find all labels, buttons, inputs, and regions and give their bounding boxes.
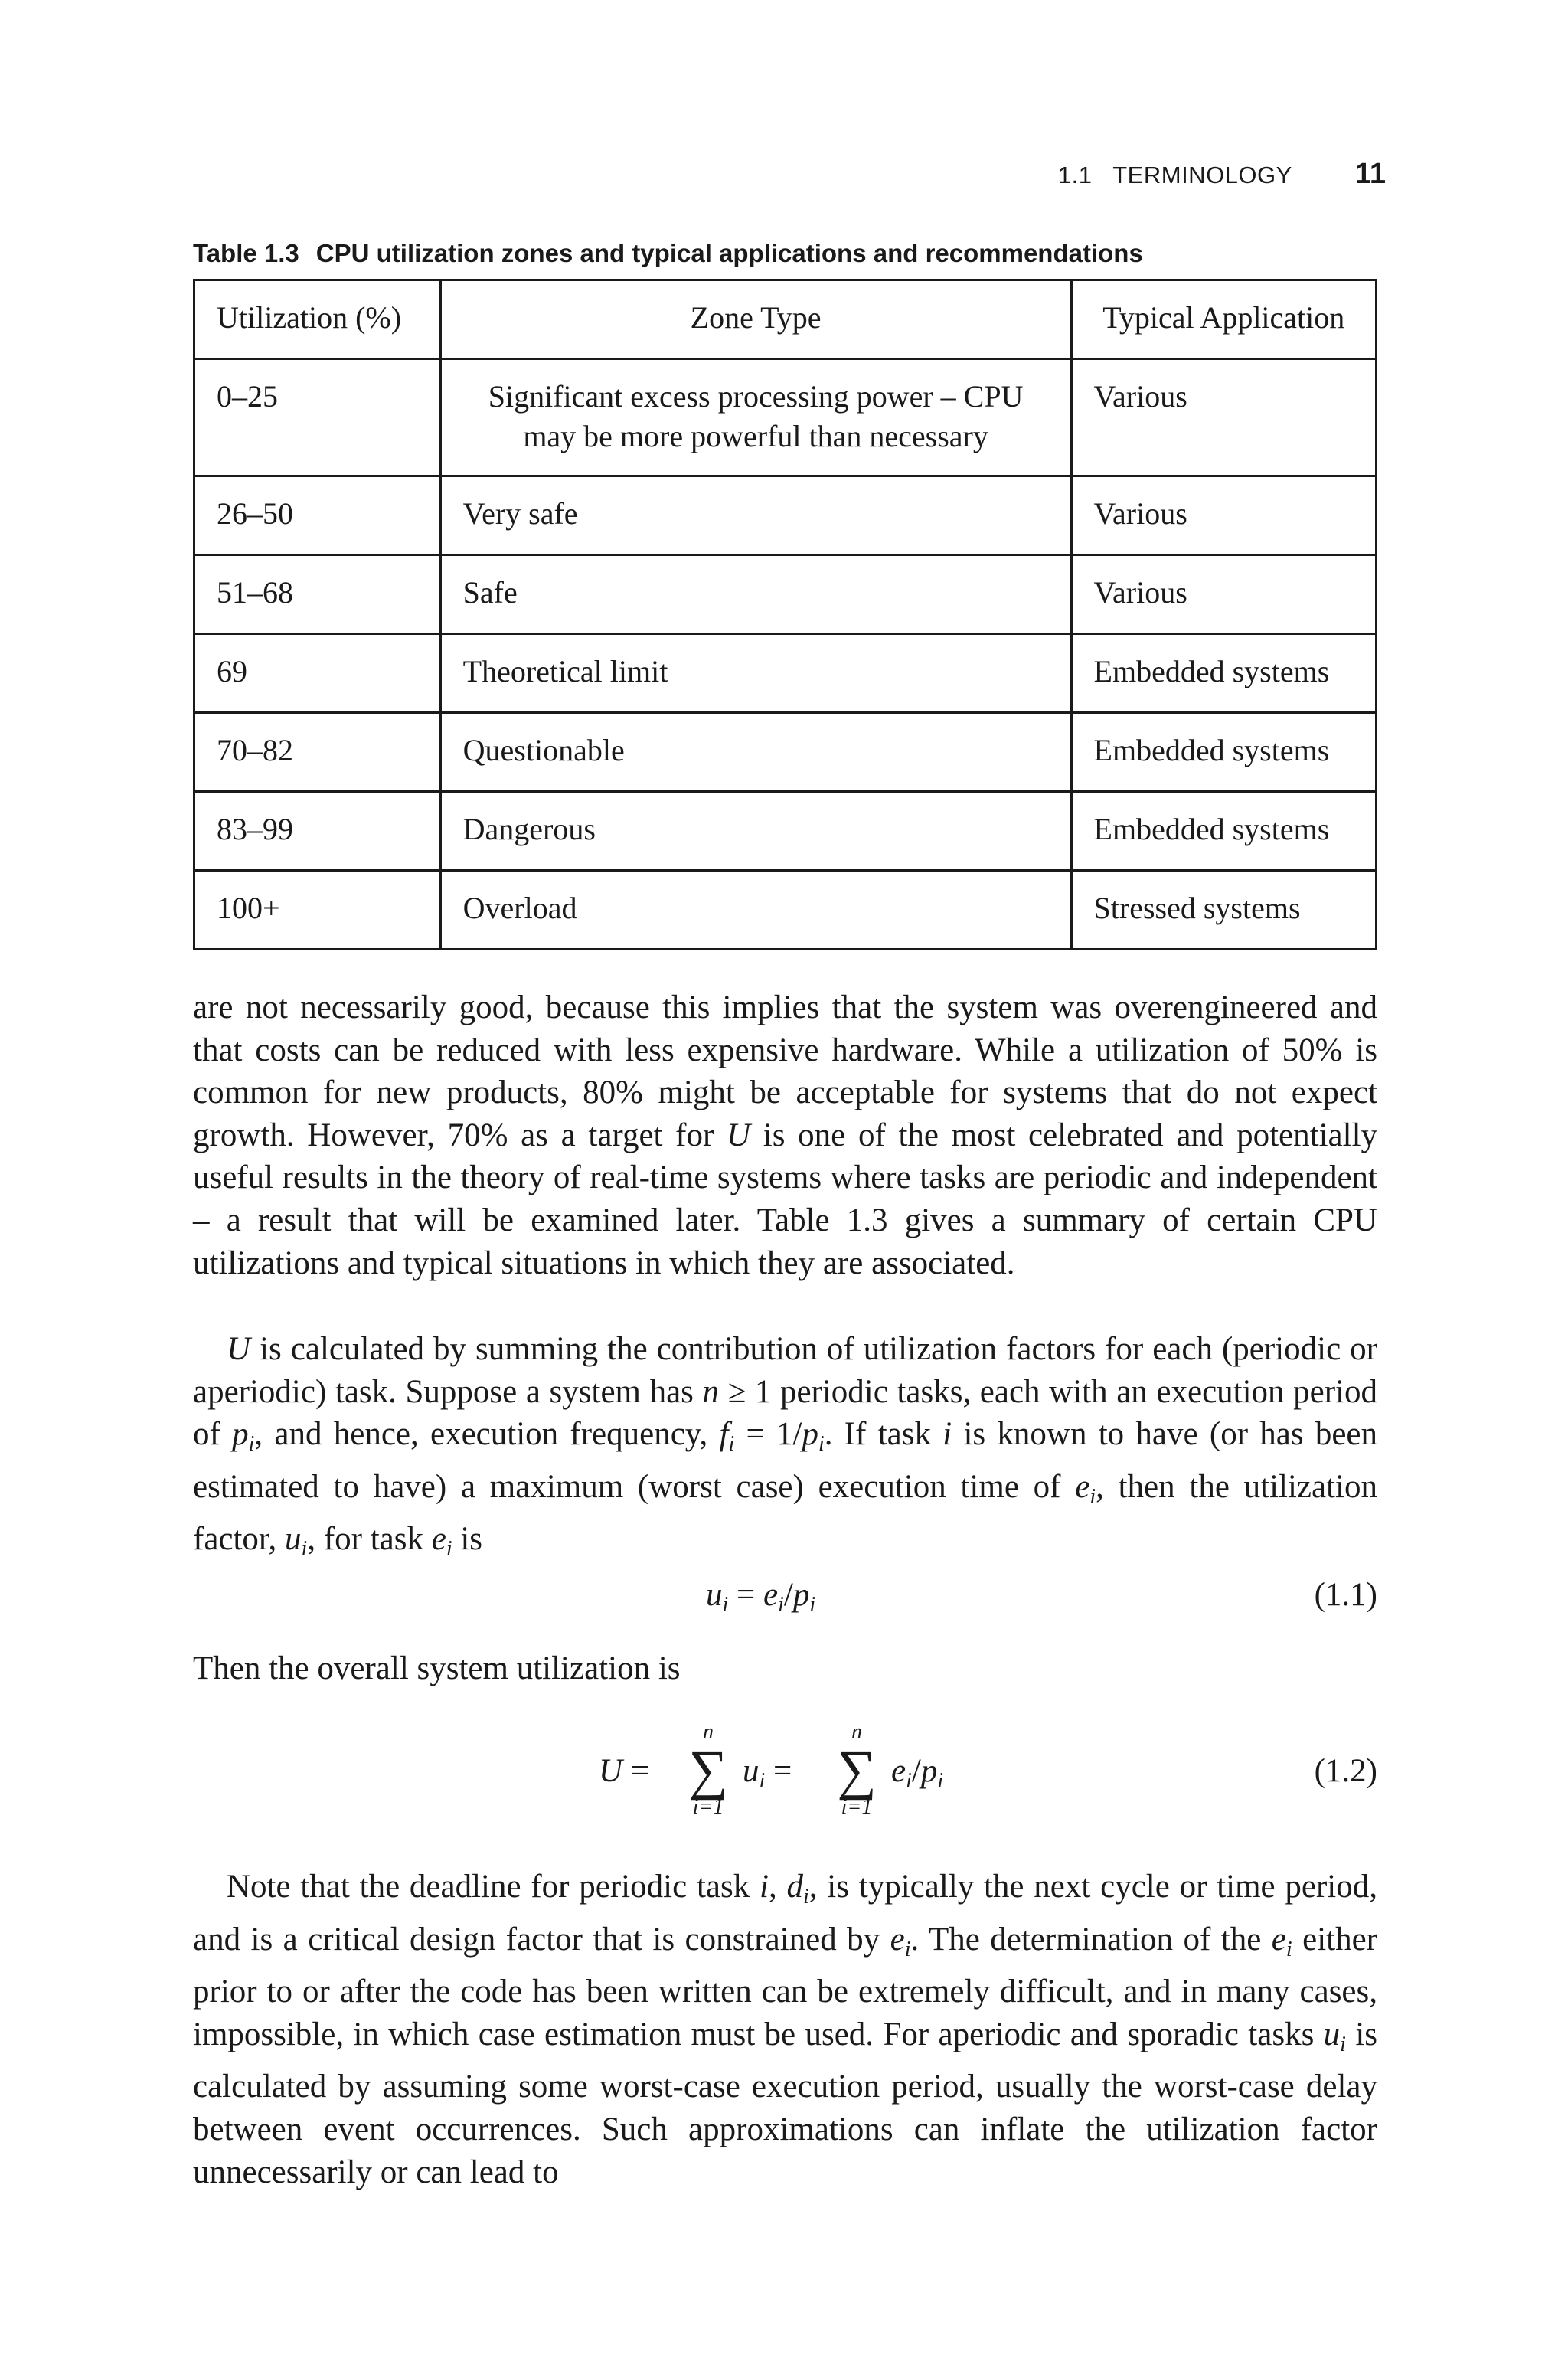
paragraph-2-text-h: , for task — [307, 1521, 423, 1558]
running-header — [1058, 158, 1386, 191]
table-row — [194, 792, 1377, 871]
paragraph-2-text-i: is — [460, 1521, 483, 1558]
var-i: i — [760, 1869, 769, 1905]
page-number: 11 — [1354, 158, 1386, 190]
var-e-i: $e_i$ — [431, 1521, 452, 1562]
table-row — [194, 555, 1377, 634]
var-e-i: $e_i$ — [890, 1921, 911, 1961]
paragraph-utilization-calculation — [193, 1328, 1377, 1571]
paragraph-3-text-a: Note that the deadline for periodic task — [227, 1869, 750, 1905]
paragraph-3-text-d: either prior to or after the code has been written can be extremely difficult, and in many cases, impossible, in which case estimation must be used. For aperiodic and sporadic tasks — [193, 1921, 1377, 2052]
var-n: n — [702, 1373, 720, 1410]
cell-utilization: 69 — [194, 634, 441, 713]
cell-zone-type: Questionable — [440, 713, 1071, 792]
var-U: U — [227, 1331, 251, 1367]
cell-application: Embedded systems — [1071, 713, 1376, 792]
cell-utilization: 70–82 — [194, 713, 441, 792]
var-U: U — [727, 1117, 751, 1153]
var-e-i: $e_i$ — [1075, 1468, 1096, 1509]
cell-zone-type: Safe — [440, 555, 1071, 634]
paragraph-2-text-c: , and hence, execution frequency, — [254, 1416, 708, 1453]
paragraph-2-text-f: is known to have (or has been estimated to have) a maximum (worst case) execution time of — [193, 1416, 1378, 1505]
cell-application: Embedded systems — [1071, 792, 1376, 871]
paragraph-3-text-b: , is typically the next cycle or time period, and is a critical design factor that is constrained by — [193, 1869, 1377, 1958]
cell-application: Various — [1071, 359, 1376, 476]
cell-utilization: 0–25 — [194, 359, 441, 476]
equation-number: (1.1) — [1314, 1577, 1377, 1613]
paragraph-3-text-e: is calculated by assuming some worst-case execution period, usually the worst-case delay between event occurrences. Such approximations can inflate the utilization factor unnecessarily or can lead to — [193, 2016, 1377, 2190]
cell-zone-type: Dangerous — [440, 792, 1071, 871]
cell-application: Embedded systems — [1071, 634, 1376, 713]
cell-zone-type: Very safe — [440, 476, 1071, 555]
cell-utilization: 51–68 — [194, 555, 441, 634]
var-d-i: $d_i$ — [786, 1869, 809, 1908]
paragraph-2-text-a: is calculated by summing the contribution of utilization factors for each (periodic or aperiodic) task. Suppose a system has — [193, 1331, 1378, 1410]
table-row — [194, 634, 1377, 713]
paragraph-2-text-b: ≥ 1 periodic tasks, each with an execution period of — [193, 1373, 1378, 1453]
cell-utilization: 26–50 — [194, 476, 441, 555]
cell-zone-type — [440, 359, 1071, 476]
column-header-utilization: Utilization (%) — [194, 280, 441, 359]
equation-1-2-mid: $u_i$ = — [743, 1753, 792, 1793]
column-header-typical-application: Typical Application — [1071, 280, 1376, 359]
paragraph-utilization-targets — [193, 986, 1377, 1284]
equation-intro-text: Then the overall system utilization is — [193, 1650, 681, 1686]
equation-1-1-expression: $u_i = e_i/p_i$ — [706, 1577, 816, 1617]
table-header-row — [194, 280, 1377, 359]
summation-symbol: n ∑ i=1 — [837, 1720, 877, 1819]
table-row — [194, 359, 1377, 476]
var-p-i: $p_i$ — [232, 1416, 255, 1457]
cell-application: Various — [1071, 476, 1376, 555]
paragraph-deadlines: Note that the deadline for periodic task i, $d_i$, is typically the next cycle or time period, and is a critical design factor that is constrained by $e_i$. The determination of the $e_i$ either prior to or after the code has been written can be extremely difficult, and in many cases, impossible, in which case estimation must be used. For aperiodic and sporadic tasks $u_i$ is calculated by assuming some worst-case execution period, usually the worst-case delay between event occurrences. Such approximations can inflate the utilization factor unnecessarily or can lead to — [193, 1869, 1377, 2190]
var-p-i: $p_i$ — [802, 1416, 825, 1457]
summation-symbol: n ∑ i=1 — [688, 1720, 728, 1819]
var-i: i — [942, 1416, 952, 1453]
paragraph-2-text-g: , then the utilization factor, — [193, 1468, 1377, 1558]
section-title: 1.1 TERMINOLOGY — [1057, 162, 1292, 188]
utilization-zones-table — [193, 279, 1377, 950]
paragraph-1-end: is one of the most celebrated and potentially useful results in the theory of real-time systems where tasks are periodic and independent – a result that will be examined later. Table 1.3 gives a summary of certain CPU utilizations and typical situations in which they are associated. — [193, 1117, 1378, 1281]
cell-application: Stressed systems — [1071, 871, 1376, 950]
cell-utilization: 83–99 — [194, 792, 441, 871]
table-row — [194, 476, 1377, 555]
paragraph-1-text: are not necessarily good, because this implies that the system was overengineered and that costs can be reduced with less expensive hardware. While a utilization of 50% is common for new products, 80% might be acceptable for systems that do not expect growth. However, 70% as a target for — [193, 989, 1377, 1153]
equation-1-2-lhs: U = — [599, 1753, 650, 1789]
table-row — [194, 713, 1377, 792]
paragraph-2-text-d: = 1/ — [746, 1416, 802, 1453]
paragraph-2-text-e: . If task — [824, 1416, 931, 1453]
cell-zone-type: Theoretical limit — [440, 634, 1071, 713]
column-header-zone-type: Zone Type — [440, 280, 1071, 359]
paragraph-3-text-c: . The determination of the — [910, 1921, 1262, 1958]
var-u-i: $u_i$ — [1323, 2016, 1346, 2056]
equation-1-2-rhs: $e_i/p_i$ — [891, 1753, 944, 1793]
var-u-i: $u_i$ — [285, 1521, 308, 1562]
table-caption-text: CPU utilization zones and typical applications and recommendations — [315, 239, 1143, 267]
cell-zone-line-2: may be more powerful than necessary — [523, 419, 988, 453]
equation-number: (1.2) — [1314, 1753, 1377, 1789]
table-caption — [193, 239, 1387, 268]
var-f-i: $f_i$ — [719, 1416, 735, 1457]
cell-zone-type: Overload — [440, 871, 1071, 950]
table-caption-label: Table 1.3 — [193, 239, 299, 267]
cell-utilization: 100+ — [194, 871, 441, 950]
table-row — [194, 871, 1377, 950]
cell-zone-line-1: Significant excess processing power – CPU — [488, 379, 1024, 414]
var-e-i: $e_i$ — [1271, 1921, 1292, 1961]
equation-1-2 — [193, 1722, 1377, 1844]
cell-application: Various — [1071, 555, 1376, 634]
